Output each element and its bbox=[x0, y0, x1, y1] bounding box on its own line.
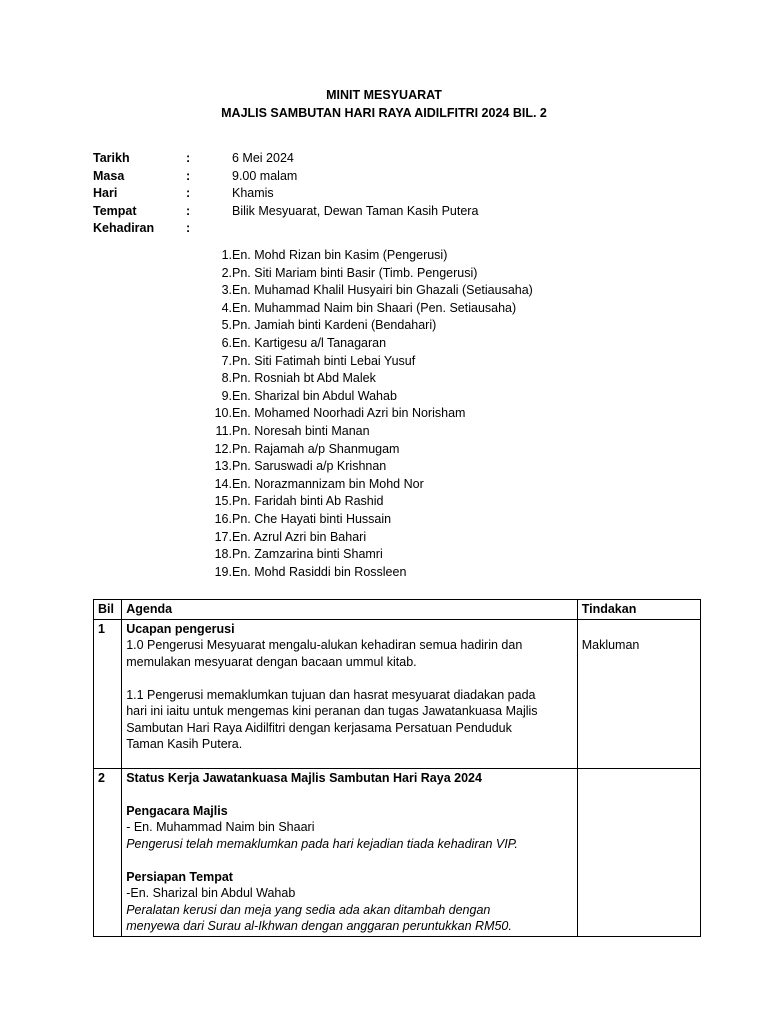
attendee-name: Pn. Siti Mariam binti Basir (Timb. Pengerusi) bbox=[232, 265, 478, 280]
attendee-number: 14. bbox=[214, 476, 232, 491]
attendee-number: 19. bbox=[214, 564, 232, 579]
list-item bbox=[200, 493, 384, 511]
attendee-name: Pn. Rajamah a/p Shanmugam bbox=[232, 441, 400, 456]
list-item bbox=[200, 300, 517, 318]
agenda-text: Taman Kasih Putera. bbox=[126, 737, 243, 751]
attendee-name: Pn. Noresah binti Manan bbox=[232, 423, 370, 438]
agenda-text: memulakan mesyuarat dengan bacaan ummul kitab. bbox=[126, 654, 417, 669]
agenda-heading: Ucapan pengerusi bbox=[126, 621, 235, 636]
attendee-name: En. Mohamed Noorhadi Azri bin Norisham bbox=[232, 406, 466, 421]
section-person: - En. Muhammad Naim bin Shaari bbox=[126, 820, 315, 834]
column-header-bil: Bil bbox=[94, 600, 122, 620]
info-label: Hari bbox=[93, 186, 118, 201]
info-colon: : bbox=[186, 168, 191, 183]
document-subtitle: MAJLIS SAMBUTAN HARI RAYA AIDILFITRI 2024 BIL. 2 bbox=[221, 106, 547, 120]
info-colon: : bbox=[186, 151, 191, 165]
attendee-name: En. Muhammad Naim bin Shaari (Pen. Setiausaha) bbox=[232, 300, 517, 315]
agenda-text: hari ini iaitu untuk mengemas kini peranan dan tugas Jawatankuasa Majlis bbox=[126, 704, 538, 718]
list-item bbox=[200, 247, 448, 265]
list-item bbox=[200, 458, 387, 476]
attendee-number: 3. bbox=[221, 283, 232, 298]
attendee-number: 7. bbox=[221, 353, 232, 368]
column-header-agenda: Agenda bbox=[122, 600, 578, 620]
section-note: Pengerusi telah memaklumkan pada hari kejadian tiada kehadiran VIP. bbox=[126, 836, 518, 851]
attendee-name: En. Mohd Rizan bin Kasim (Pengerusi) bbox=[232, 248, 448, 262]
info-label: Kehadiran bbox=[93, 221, 155, 236]
list-item bbox=[200, 388, 397, 406]
agenda-text: 1.1 Pengerusi memaklumkan tujuan dan hasrat mesyuarat diadakan pada bbox=[126, 687, 536, 702]
attendee-number: 11. bbox=[215, 423, 232, 438]
attendee-name: Pn. Zamzarina binti Shamri bbox=[232, 547, 383, 562]
attendee-number: 10. bbox=[214, 406, 232, 421]
attendee-name: En. Kartigesu a/l Tanagaran bbox=[232, 335, 387, 350]
attendee-name: Pn. Faridah binti Ab Rashid bbox=[232, 494, 384, 509]
attendee-number: 9. bbox=[221, 388, 232, 403]
attendee-number: 1. bbox=[221, 248, 232, 262]
attendee-name: Pn. Rosniah bt Abd Malek bbox=[232, 371, 376, 386]
agenda-text: Sambutan Hari Raya Aidilfitri dengan kerjasama Persatuan Penduduk bbox=[126, 720, 512, 735]
list-item bbox=[200, 564, 407, 582]
list-item bbox=[200, 317, 437, 335]
info-label: Tempat bbox=[93, 203, 137, 218]
attendee-number: 12. bbox=[214, 441, 232, 456]
agenda-text: 1.0 Pengerusi Mesyuarat mengalu-alukan kehadiran semua hadirin dan bbox=[126, 638, 523, 652]
attendee-number: 15. bbox=[214, 494, 232, 509]
info-value: Bilik Mesyuarat, Dewan Taman Kasih Putera bbox=[232, 203, 479, 218]
list-item bbox=[200, 370, 376, 388]
list-item bbox=[200, 441, 400, 459]
tindakan-cell bbox=[577, 768, 700, 936]
attendee-number: 13. bbox=[214, 459, 232, 474]
tindakan-cell bbox=[577, 619, 700, 768]
info-label: Masa bbox=[93, 168, 125, 183]
info-colon: : bbox=[186, 203, 191, 218]
column-header-tindakan: Tindakan bbox=[577, 600, 700, 620]
section-note: Peralatan kerusi dan meja yang sedia ada akan ditambah dengan bbox=[126, 902, 491, 917]
agenda-cell bbox=[122, 619, 578, 768]
attendee-name: Pn. Che Hayati binti Hussain bbox=[232, 511, 392, 526]
section-title: Persiapan Tempat bbox=[126, 869, 233, 884]
attendee-number: 5. bbox=[221, 318, 232, 333]
attendee-name: Pn. Siti Fatimah binti Lebai Yusuf bbox=[232, 353, 416, 368]
section-person: -En. Sharizal bin Abdul Wahab bbox=[126, 886, 296, 900]
section-title: Pengacara Majlis bbox=[126, 803, 228, 818]
attendee-name: En. Sharizal bin Abdul Wahab bbox=[232, 388, 397, 403]
table-header-row bbox=[94, 600, 701, 620]
attendee-name: En. Azrul Azri bin Bahari bbox=[232, 529, 367, 544]
row-number: 2 bbox=[94, 768, 122, 936]
info-colon: : bbox=[186, 186, 191, 201]
table-row bbox=[94, 768, 701, 936]
row-number: 1 bbox=[94, 619, 122, 768]
attendee-name: Pn. Jamiah binti Kardeni (Bendahari) bbox=[232, 318, 437, 333]
list-item bbox=[200, 282, 533, 300]
attendee-name: En. Norazmannizam bin Mohd Nor bbox=[232, 476, 424, 491]
info-value: 6 Mei 2024 bbox=[232, 151, 294, 165]
attendee-number: 2. bbox=[221, 265, 232, 280]
attendee-number: 17. bbox=[214, 529, 232, 544]
info-label: Tarikh bbox=[93, 151, 130, 165]
list-item bbox=[200, 353, 416, 371]
attendee-name: Pn. Saruswadi a/p Krishnan bbox=[232, 459, 387, 474]
tindakan-value: Makluman bbox=[581, 638, 640, 652]
list-item bbox=[200, 511, 392, 529]
info-value: 9.00 malam bbox=[232, 168, 298, 183]
table-row bbox=[94, 619, 701, 768]
info-value: Khamis bbox=[232, 186, 274, 201]
info-colon: : bbox=[186, 221, 191, 236]
list-item bbox=[200, 529, 367, 547]
list-item bbox=[200, 265, 478, 283]
list-item bbox=[200, 476, 424, 494]
agenda-cell bbox=[122, 768, 578, 936]
attendee-number: 18. bbox=[214, 547, 232, 562]
attendee-list bbox=[200, 247, 533, 581]
document-title: MINIT MESYUARAT bbox=[326, 88, 442, 102]
list-item bbox=[200, 405, 466, 423]
list-item bbox=[200, 423, 370, 441]
attendee-name: En. Mohd Rasiddi bin Rossleen bbox=[232, 564, 407, 579]
list-item bbox=[200, 335, 387, 353]
agenda-heading: Status Kerja Jawatankuasa Majlis Sambutan Hari Raya 2024 bbox=[126, 770, 482, 785]
section-note: menyewa dari Surau al-Ikhwan dengan anggaran peruntukkan RM50. bbox=[126, 919, 512, 933]
attendee-number: 6. bbox=[221, 335, 232, 350]
list-item bbox=[200, 546, 383, 564]
attendee-number: 4. bbox=[221, 300, 232, 315]
attendee-number: 8. bbox=[221, 371, 232, 386]
agenda-table bbox=[93, 599, 701, 937]
attendee-number: 16. bbox=[214, 511, 232, 526]
attendee-name: En. Muhamad Khalil Husyairi bin Ghazali (Setiausaha) bbox=[232, 283, 533, 298]
